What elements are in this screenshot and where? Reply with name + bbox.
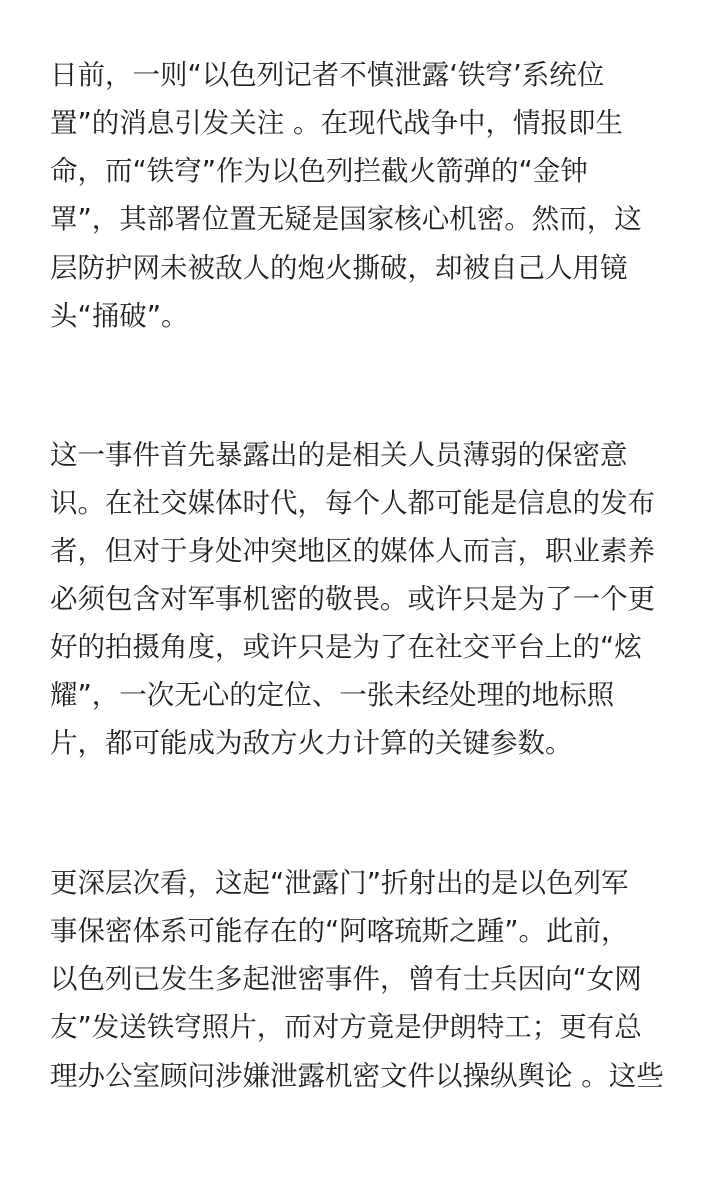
text-line: 好的拍摄角度，或许只是为了在社交平台上的“炫 bbox=[50, 631, 642, 663]
text-line: 片，都可能成为敌方火力计算的关键参数。 bbox=[50, 727, 573, 759]
text-line: 层防护网未被敌人的炮火撕破，却被自己人用镜 bbox=[50, 252, 628, 284]
text-line: 日前，一则“以色列记者不慎泄露‘铁穹’系统位 bbox=[50, 59, 605, 91]
text-line: 友”发送铁穹照片，而对方竟是伊朗特工；更有总 bbox=[50, 1011, 642, 1043]
text-line: 更深层次看，这起“泄露门”折射出的是以色列军 bbox=[50, 867, 629, 899]
text-line: 事保密体系可能存在的“阿喀琉斯之踵”。此前， bbox=[50, 915, 629, 947]
text-line: 必须包含对军事机密的敬畏。或许只是为了一个更 bbox=[50, 583, 655, 615]
text-line: 罩”，其部署位置无疑是国家核心机密。然而，这 bbox=[50, 203, 642, 235]
text-line: 者，但对于身处冲突地区的媒体人而言，职业素养 bbox=[50, 535, 655, 567]
text-line: 识。在社交媒体时代，每个人都可能是信息的发布 bbox=[50, 487, 655, 519]
text-line: 命，而“铁穹”作为以色列拦截火箭弹的“金钟 bbox=[50, 155, 588, 187]
text-line: 头“捅破”。 bbox=[50, 300, 189, 332]
text-line: 以色列已发生多起泄密事件，曾有士兵因向“女网 bbox=[50, 963, 642, 995]
text-line: 理办公室顾问涉嫌泄露机密文件以操纵舆论 。这些 bbox=[50, 1060, 664, 1092]
text-line: 置”的消息引发关注 。在现代战争中，情报即生 bbox=[50, 107, 623, 139]
text-line: 耀”，一次无心的定位、一张未经处理的地标照 bbox=[50, 679, 615, 711]
text-line: 这一事件首先暴露出的是相关人员薄弱的保密意 bbox=[50, 439, 628, 471]
